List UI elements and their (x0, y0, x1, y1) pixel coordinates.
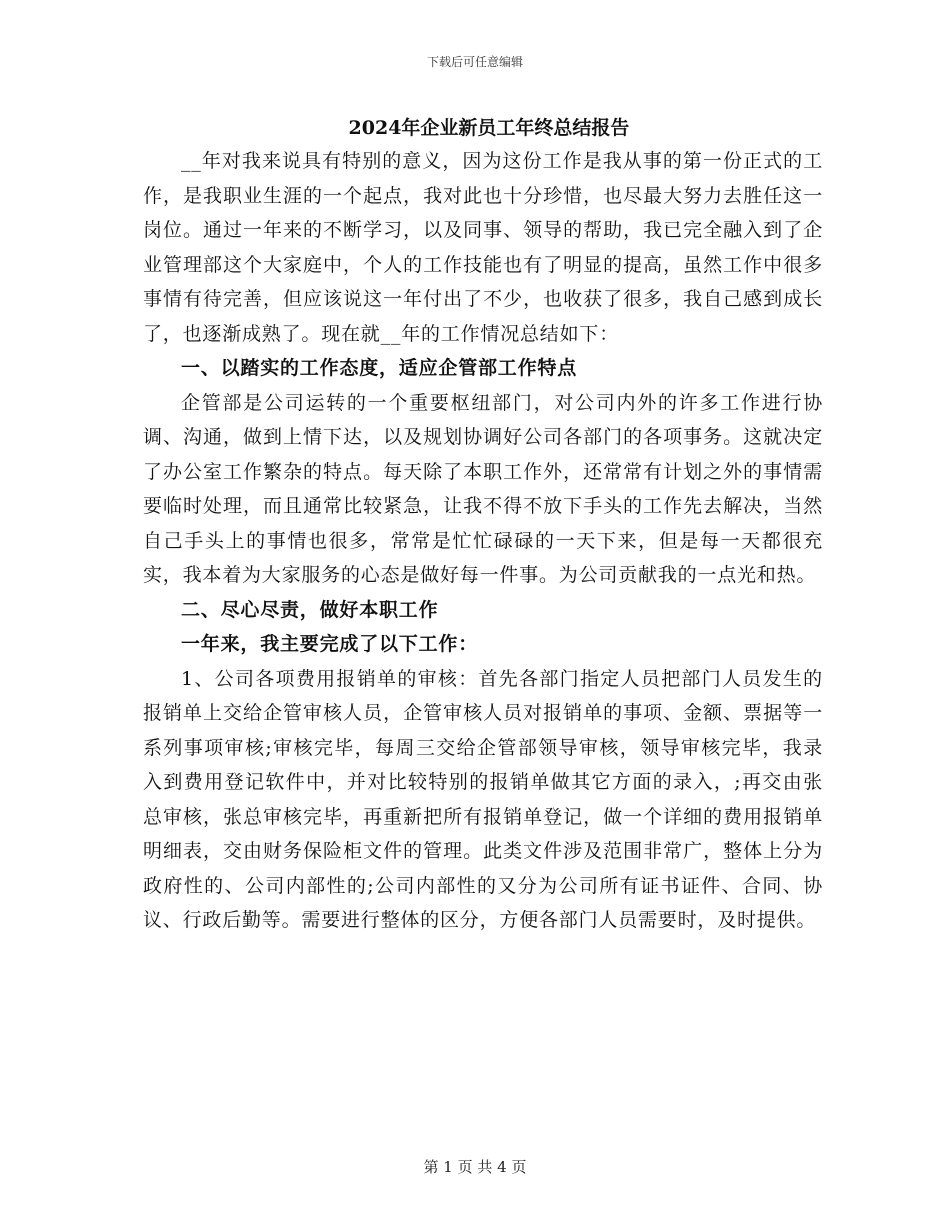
document-body (143, 112, 823, 938)
page-header-note: 下载后可任意编辑 (426, 55, 523, 69)
section-1-paragraph: 企管部是公司运转的一个重要枢纽部门，对公司内外的许多工作进行协调、沟通，做到上情下达，以及规划协调好公司各部门的各项事务。这就决定了办公室工作繁杂的特点。每天除了本职工作外，还常常有计划之外的事情需要临时处理，而且通常比较紧急，让我不得不放下手头的工作先去解决，当然自己手头上的事情也很多，常常是忙忙碌碌的一天下来，但是每一天都很充实，我本着为大家服务的心态是做好每一件事。为公司贡献我的一点光和热。 (143, 391, 823, 586)
intro-paragraph: __年对我来说具有特别的意义，因为这份工作是我从事的第一份正式的工作，是我职业生涯的一个起点，我对此也十分珍惜，也尽最大努力去胜任这一岗位。通过一年来的不断学习，以及同事、领导的帮助，我已完全融入到了企业管理部这个大家庭中，个人的工作技能也有了明显的提高，虽然工作中很多事情有待完善，但应该说这一年付出了不少，也收获了很多，我自己感到成长了，也逐渐成熟了。现在就__年的工作情况总结如下： (143, 150, 823, 345)
page-number-footer: 第 1 页 共 4 页 (423, 1158, 527, 1176)
section-2-item-1: 1、公司各项费用报销单的审核：首先各部门指定人员把部门人员发生的报销单上交给企管审核人员，企管审核人员对报销单的事项、金额、票据等一系列事项审核;审核完毕，每周三交给企管部领导审核，领导审核完毕，我录入到费用登记软件中，并对比较特别的报销单做其它方面的录入，;再交由张总审核，张总审核完毕，再重新把所有报销单登记，做一个详细的费用报销单明细表，交由财务保险柜文件的管理。此类文件涉及范围非常广，整体上分为政府性的、公司内部性的;公司内部性的又分为公司所有证书证件、合同、协议、行政后勤等。需要进行整体的区分，方便各部门人员需要时，及时提供。 (143, 667, 823, 931)
section-heading-2: 二、尽心尽责，做好本职工作 (181, 598, 439, 621)
document-title: 2024年企业新员工年终总结报告 (348, 117, 630, 139)
section-heading-1: 一、以踏实的工作态度，适应企管部工作特点 (181, 357, 578, 379)
section-2-subheading: 一年来，我主要完成了以下工作： (181, 633, 479, 655)
